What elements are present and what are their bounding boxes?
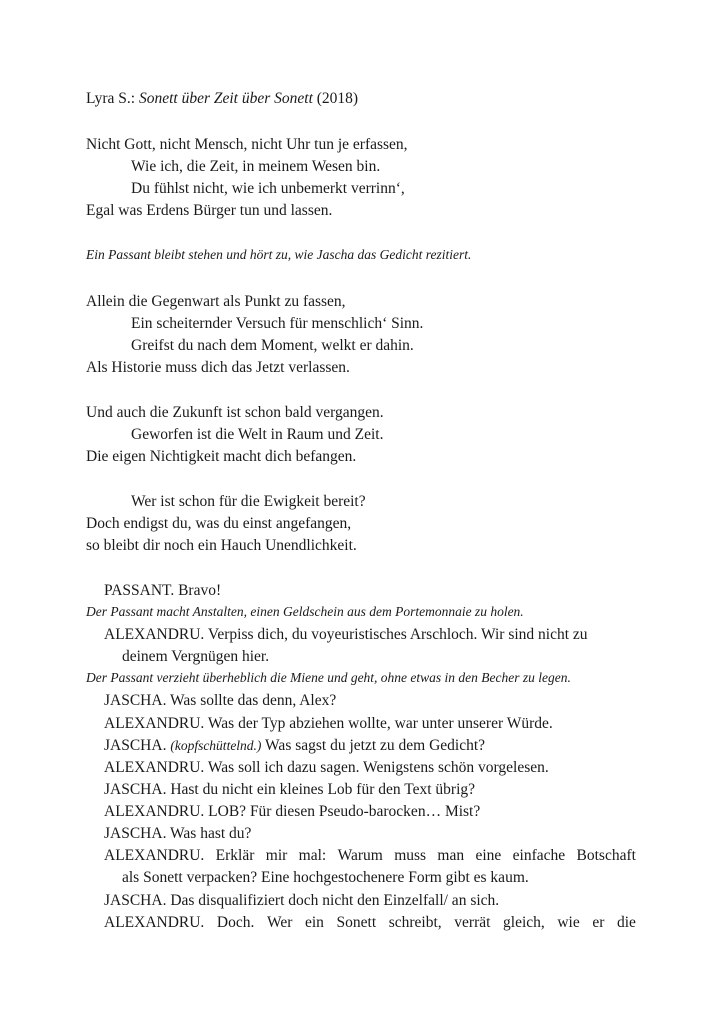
verse-line: Greifst du nach dem Moment, welkt er dahin. (131, 337, 414, 354)
word: gleich, (503, 914, 545, 931)
verse-line: Du fühlst nicht, wie ich unbemerkt verrinn‘, (131, 180, 405, 197)
word: mir (265, 847, 288, 864)
dialogue-line: PASSANT. Bravo! (104, 582, 222, 599)
dialogue-line: als Sonett verpacken? Eine hochgestochenere Form gibt es kaum. (122, 869, 529, 886)
word: wie (557, 914, 580, 931)
dialogue-line: deinem Vergnügen hier. (122, 648, 270, 665)
word: ein (304, 914, 324, 931)
speech: Was sagst du jetzt zu dem Gedicht? (265, 737, 486, 754)
poem-title: Sonett über Zeit über Sonett (138, 90, 313, 107)
verse-line: so bleibt dir noch ein Hauch Unendlichkeit. (86, 537, 357, 554)
dialogue-line: JASCHA. Hast du nicht ein kleines Lob für den Text übrig? (104, 781, 476, 798)
word: mal: (298, 847, 327, 864)
word: ALEXANDRU. (104, 914, 205, 931)
verse-line: Doch endigst du, was du einst angefangen, (86, 515, 352, 532)
word: Erklär (215, 847, 255, 864)
dialogue-line: JASCHA. Was sollte das denn, Alex? (104, 692, 337, 709)
word: einfache (512, 847, 566, 864)
dialogue-line: ALEXANDRU. Was soll ich dazu sagen. Wenigstens schön vorgelesen. (104, 759, 549, 776)
verse-line: Allein die Gegenwart als Punkt zu fassen, (86, 293, 346, 310)
dialogue-line: ALEXANDRU. Was der Typ abziehen wollte, war unter unserer Würde. (104, 715, 553, 732)
verse-line: Wie ich, die Zeit, in meinem Wesen bin. (131, 158, 381, 175)
poem-author: Lyra S.: (86, 90, 136, 107)
word: Warum (337, 847, 383, 864)
word: die (616, 914, 636, 931)
verse-line: Und auch die Zukunft ist schon bald vergangen. (86, 404, 384, 421)
word: Botschaft (576, 847, 636, 864)
word: schreibt, (388, 914, 442, 931)
dialogue-line: JASCHA. Was hast du? (104, 825, 252, 842)
dialogue-line: ALEXANDRU. Verpiss dich, du voyeuristisches Arschloch. Wir sind nicht zu (104, 626, 588, 643)
verse-line: Die eigen Nichtigkeit macht dich befangen. (86, 448, 357, 465)
verse-line: Wer ist schon für die Ewigkeit bereit? (131, 493, 366, 510)
word: eine (475, 847, 502, 864)
verse-line: Nicht Gott, nicht Mensch, nicht Uhr tun je erfassen, (86, 136, 408, 153)
word: Wer (266, 914, 293, 931)
dialogue-line (104, 738, 485, 754)
stage-direction: Der Passant verzieht überheblich die Miene und geht, ohne etwas in den Becher zu legen. (86, 670, 571, 685)
dialogue-line: ALEXANDRU. LOB? Für diesen Pseudo-barocken… Mist? (104, 803, 481, 820)
dialogue-line-justified (104, 848, 636, 864)
stage-direction: Der Passant macht Anstalten, einen Geldschein aus dem Portemonnaie zu holen. (86, 604, 524, 619)
verse-line: Ein scheiternder Versuch für menschlich‘ Sinn. (131, 315, 424, 332)
poem-year: (2018) (316, 90, 359, 107)
dialogue-line: JASCHA. Das disqualifiziert doch nicht den Einzelfall/ an sich. (104, 892, 500, 909)
word: er (592, 914, 605, 931)
stage-direction: Ein Passant bleibt stehen und hört zu, wie Jascha das Gedicht rezitiert. (86, 247, 472, 262)
word: ALEXANDRU. (104, 847, 205, 864)
stage-direction-inline: (kopfschüttelnd.) (170, 738, 262, 753)
verse-line: Geworfen ist die Welt in Raum und Zeit. (131, 426, 384, 443)
speaker: JASCHA. (104, 737, 167, 754)
word: Sonett (336, 914, 377, 931)
word: muss (394, 847, 427, 864)
word: man (437, 847, 465, 864)
verse-line: Egal was Erdens Bürger tun und lassen. (86, 202, 333, 219)
word: verrät (454, 914, 491, 931)
word: Doch. (216, 914, 255, 931)
dialogue-line-justified (104, 915, 636, 931)
poem-heading (86, 91, 358, 107)
verse-line: Als Historie muss dich das Jetzt verlassen. (86, 359, 350, 376)
